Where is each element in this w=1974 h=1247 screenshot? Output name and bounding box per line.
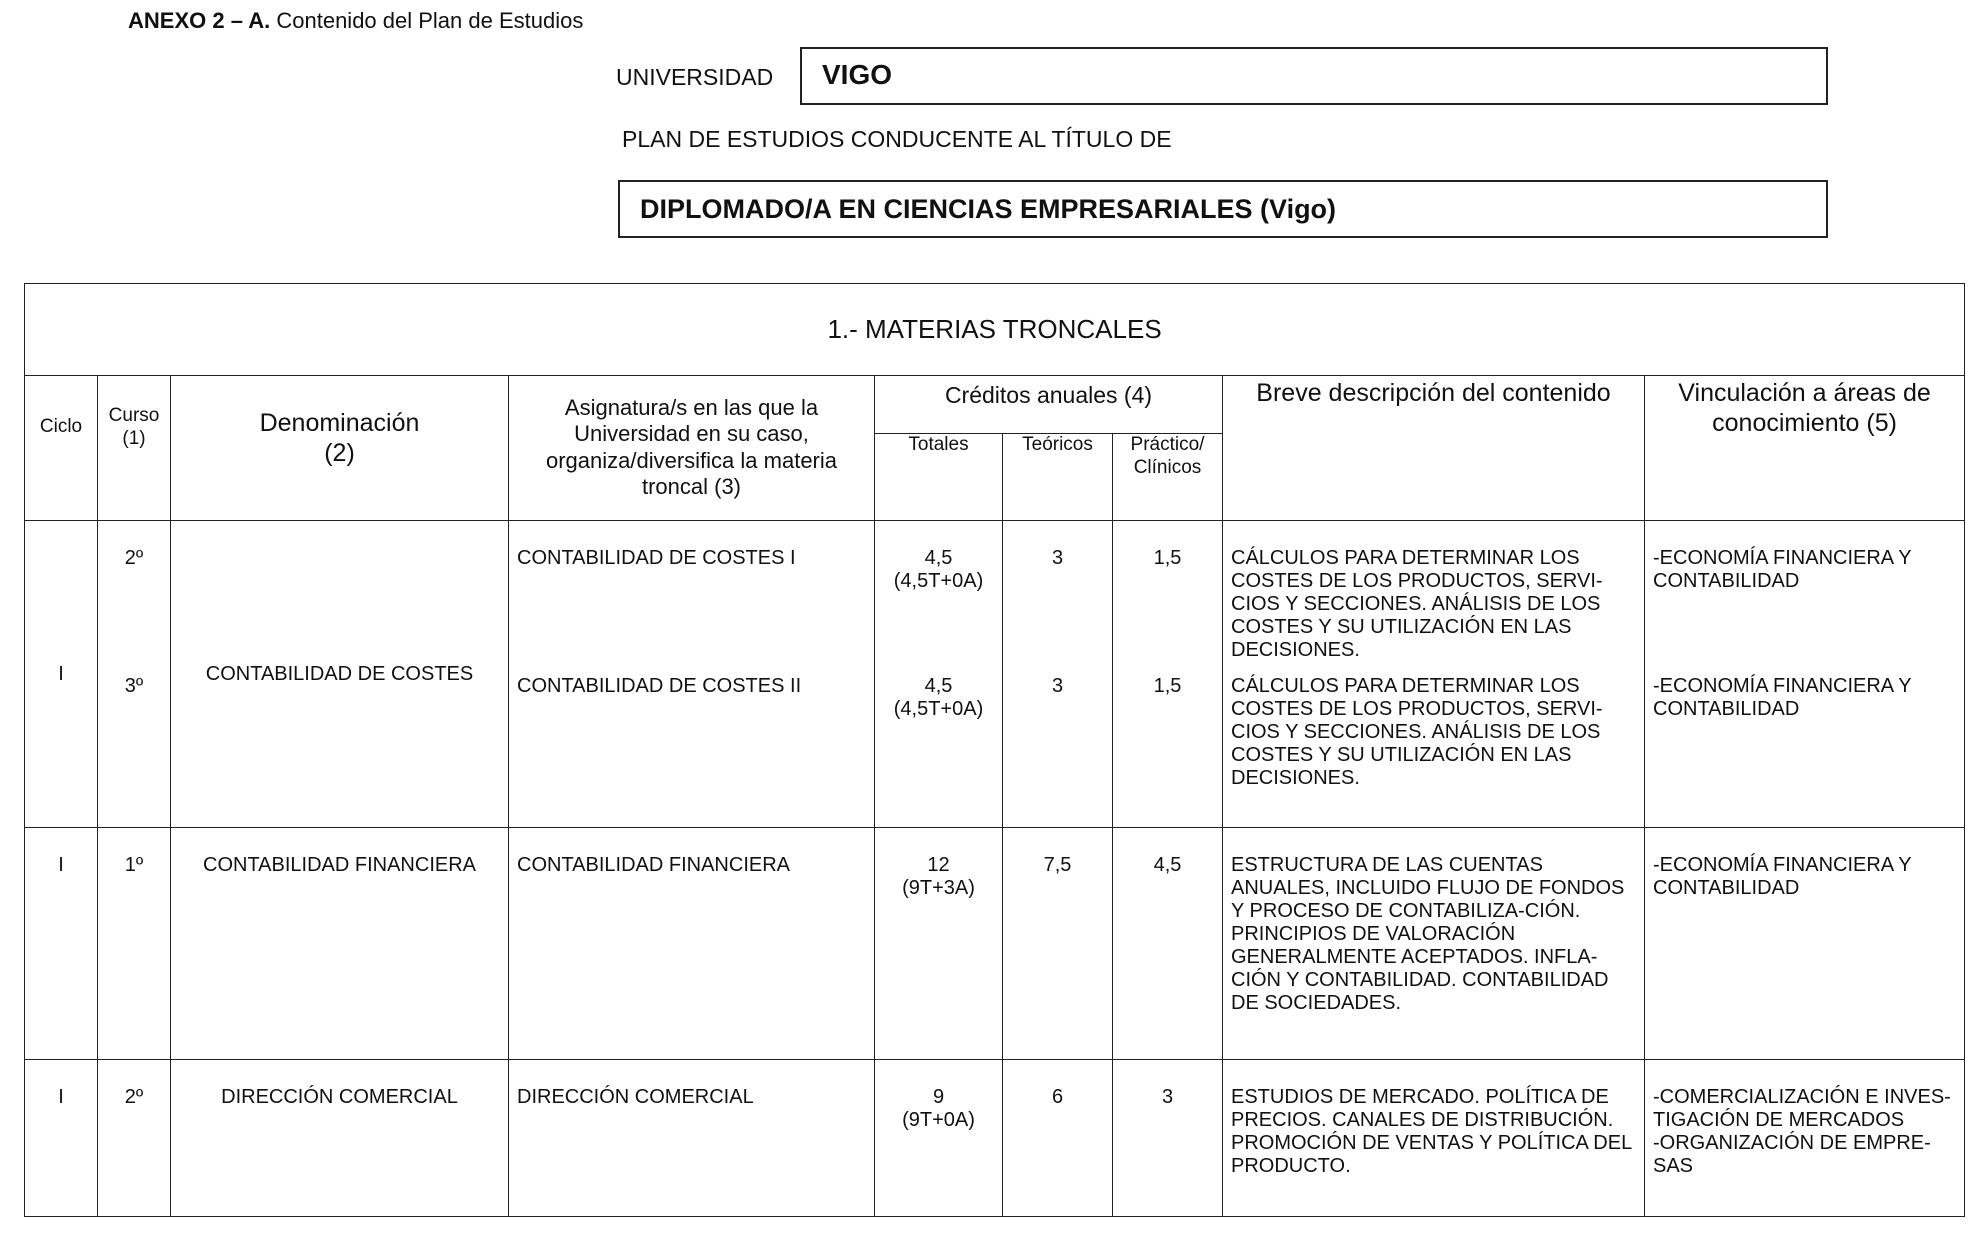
col-creditos: Créditos anuales (4) bbox=[875, 375, 1223, 433]
annex-code: ANEXO 2 – A. bbox=[128, 8, 271, 33]
col-teoricos: Teóricos bbox=[1003, 433, 1113, 520]
university-box bbox=[800, 47, 1828, 105]
cell-denominacion: CONTABILIDAD FINANCIERA bbox=[171, 828, 509, 1059]
cell-practicos: 4,5 bbox=[1113, 828, 1223, 1059]
cell-curso: 1º bbox=[98, 828, 171, 1059]
cell-practicos: 3 bbox=[1113, 1059, 1223, 1216]
cell-denominacion: CONTABILIDAD DE COSTES bbox=[171, 520, 509, 828]
annex-heading bbox=[128, 8, 583, 34]
table-row bbox=[25, 520, 1965, 673]
cell-totales bbox=[875, 520, 1003, 673]
totales-detail: (9T+0A) bbox=[902, 1108, 975, 1131]
vinculacion-area-2: -ORGANIZACIÓN DE EMPRE-SAS bbox=[1653, 1131, 1931, 1177]
university-label: UNIVERSIDAD bbox=[616, 64, 774, 90]
cell-totales bbox=[875, 673, 1003, 828]
cell-teoricos: 3 bbox=[1003, 673, 1113, 828]
plan-label: PLAN DE ESTUDIOS CONDUCENTE AL TÍTULO DE bbox=[622, 126, 1172, 152]
col-curso bbox=[98, 375, 171, 520]
cell-vinculacion: -ECONOMÍA FINANCIERA Y CONTABILIDAD bbox=[1645, 520, 1965, 673]
col-curso-label: Curso bbox=[108, 404, 160, 426]
cell-curso: 2º bbox=[98, 1059, 171, 1216]
section-title: 1.- MATERIAS TRONCALES bbox=[25, 284, 1965, 376]
col-denominacion-label: Denominación bbox=[259, 408, 420, 437]
cell-asignatura: CONTABILIDAD DE COSTES II bbox=[509, 673, 875, 828]
cell-ciclo: I bbox=[25, 520, 98, 828]
cell-asignatura: DIRECCIÓN COMERCIAL bbox=[509, 1059, 875, 1216]
section-header-row bbox=[25, 284, 1965, 376]
col-vinculacion: Vinculación a áreas de conocimiento (5) bbox=[1645, 375, 1965, 520]
cell-totales bbox=[875, 1059, 1003, 1216]
cell-asignatura: CONTABILIDAD DE COSTES I bbox=[509, 520, 875, 673]
cell-ciclo: I bbox=[25, 1059, 98, 1216]
cell-vinculacion bbox=[1645, 1059, 1965, 1216]
cell-descripcion: ESTRUCTURA DE LAS CUENTAS ANUALES, INCLUIDO FLUJO DE FONDOS Y PROCESO DE CONTABILIZA-CIÓN. PRINCIPIOS DE VALORACIÓN GENERALMENTE ACEPTADOS. INFLA-CIÓN Y CONTABILIDAD. CONTABILIDAD DE SOCIEDADES. bbox=[1223, 828, 1645, 1059]
cell-descripcion: CÁLCULOS PARA DETERMINAR LOS COSTES DE LOS PRODUCTOS, SERVI-CIOS Y SECCIONES. ANÁLISIS DE LOS COSTES Y SU UTILIZACIÓN EN LAS DECISIONES. bbox=[1223, 673, 1645, 828]
totales-detail: (9T+3A) bbox=[902, 877, 975, 900]
totales-detail: (4,5T+0A) bbox=[893, 698, 984, 720]
cell-curso: 3º bbox=[98, 673, 171, 828]
col-descripcion: Breve descripción del contenido bbox=[1223, 375, 1645, 520]
university-value: VIGO bbox=[822, 59, 893, 90]
cell-asignatura: CONTABILIDAD FINANCIERA bbox=[509, 828, 875, 1059]
annex-description: Contenido del Plan de Estudios bbox=[276, 8, 584, 33]
col-curso-note: (1) bbox=[122, 427, 146, 449]
totales-value: 4,5 bbox=[924, 546, 953, 569]
cell-totales bbox=[875, 828, 1003, 1059]
cell-practicos: 1,5 bbox=[1113, 520, 1223, 673]
cell-descripcion: ESTUDIOS DE MERCADO. POLÍTICA DE PRECIOS. CANALES DE DISTRIBUCIÓN. PROMOCIÓN DE VENTAS Y POLÍTICA DEL PRODUCTO. bbox=[1223, 1059, 1645, 1216]
cell-teoricos: 6 bbox=[1003, 1059, 1113, 1216]
totales-detail: (4,5T+0A) bbox=[893, 569, 984, 592]
table-row bbox=[25, 828, 1965, 1059]
cell-practicos: 1,5 bbox=[1113, 673, 1223, 828]
col-ciclo: Ciclo bbox=[25, 375, 98, 520]
cell-vinculacion: -ECONOMÍA FINANCIERA Y CONTABILIDAD bbox=[1645, 828, 1965, 1059]
cell-descripcion: CÁLCULOS PARA DETERMINAR LOS COSTES DE LOS PRODUCTOS, SERVI-CIOS Y SECCIONES. ANÁLISIS DE LOS COSTES Y SU UTILIZACIÓN EN LAS DECISIONES. bbox=[1223, 520, 1645, 673]
table-row bbox=[25, 1059, 1965, 1216]
totales-value: 12 bbox=[927, 854, 950, 877]
col-practicos: Práctico/ Clínicos bbox=[1113, 433, 1223, 520]
totales-value: 9 bbox=[932, 1085, 945, 1108]
cell-teoricos: 3 bbox=[1003, 520, 1113, 673]
column-header-row bbox=[25, 375, 1965, 433]
cell-teoricos: 7,5 bbox=[1003, 828, 1113, 1059]
cell-denominacion: DIRECCIÓN COMERCIAL bbox=[171, 1059, 509, 1216]
degree-title: DIPLOMADO/A EN CIENCIAS EMPRESARIALES (Vigo) bbox=[640, 194, 1337, 224]
totales-value: 4,5 bbox=[924, 675, 953, 697]
cell-vinculacion: -ECONOMÍA FINANCIERA Y CONTABILIDAD bbox=[1645, 673, 1965, 828]
cell-curso: 2º bbox=[98, 520, 171, 673]
cell-ciclo: I bbox=[25, 828, 98, 1059]
col-denominacion bbox=[171, 375, 509, 520]
col-asignaturas: Asignatura/s en las que la Universidad en su caso, organiza/diversifica la materia troncal (3) bbox=[509, 375, 875, 520]
vinculacion-area-1: -COMERCIALIZACIÓN E INVES-TIGACIÓN DE MERCADOS bbox=[1653, 1085, 1951, 1131]
materias-troncales-table bbox=[24, 283, 1965, 1217]
degree-title-box bbox=[618, 180, 1828, 238]
col-denominacion-note: (2) bbox=[324, 438, 355, 467]
col-totales: Totales bbox=[875, 433, 1003, 520]
